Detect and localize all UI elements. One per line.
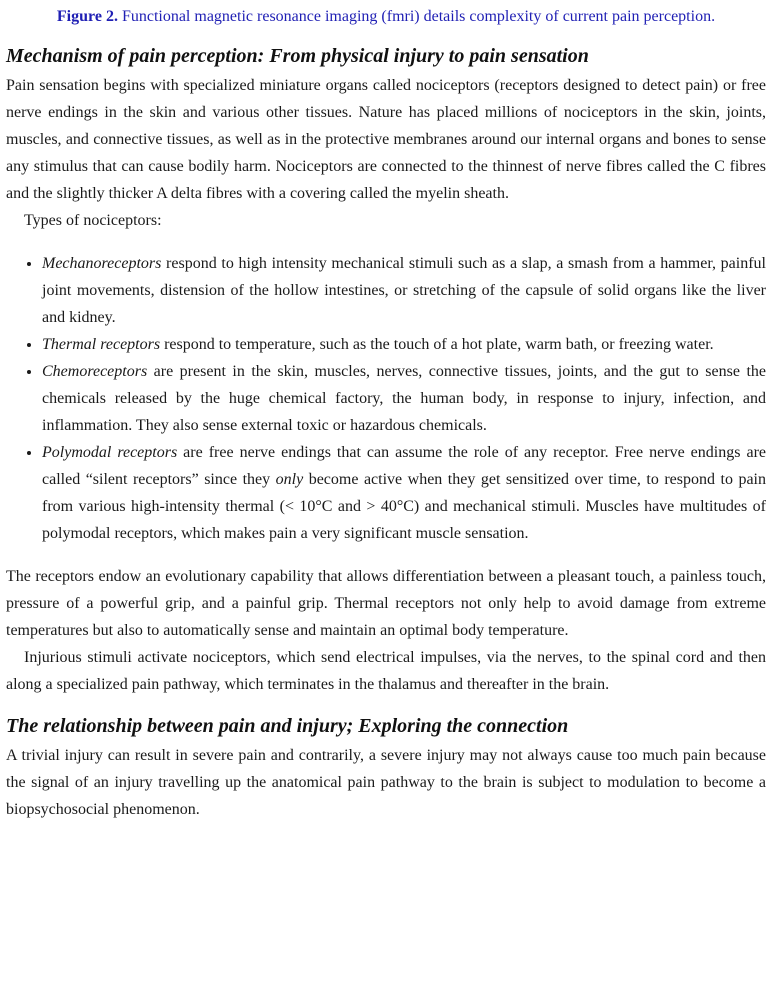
desc-polymodal-receptors-b: become active when they get sensitized over time, to respond to pain from various high-intensity thermal (< 10°C and > 40°C) and mechanical stimuli. Muscles have multitudes of polymodal receptors, which makes pain a very significant muscle sensation.: [42, 471, 766, 542]
types-intro: Types of nociceptors:: [24, 212, 162, 229]
desc-polymodal-receptors-a: are free nerve endings that can assume the role of any receptor. Free nerve endings are called “silent receptors” since they: [42, 444, 766, 488]
term-chemoreceptors: Chemoreceptors: [42, 363, 148, 380]
paragraph-nociceptors: Pain sensation begins with specialized miniature organs called nociceptors (receptors designed to detect pain) or free nerve endings in the skin and various other tissues. Nature has placed millions of nociceptors in the skin, joints, muscles, and connective tissues, as well as in the protective membranes around our internal organs and bones to sense any stimulus that can cause bodily harm. Nociceptors are connected to the thinnest of nerve fibres called the C fibres and the slightly thicker A delta fibres with a covering called the myelin sheath.: [6, 77, 766, 202]
term-thermal-receptors: Thermal receptors: [42, 336, 161, 353]
desc-thermal-receptors: respond to temperature, such as the touch of a hot plate, warm bath, or freezing water.: [160, 336, 714, 353]
section-heading-mechanism: Mechanism of pain perception: From physical injury to pain sensation: [6, 45, 589, 67]
emphasis-only: only: [275, 471, 304, 488]
list-item-chemoreceptors: [42, 358, 766, 439]
figure-caption-text: Functional magnetic resonance imaging (fmri) details complexity of current pain perception.: [121, 8, 716, 25]
desc-mechanoreceptors: respond to high intensity mechanical stimuli such as a slap, a smash from a hammer, painful joint movements, distension of the hollow intestines, or stretching of the capsule of solid organs like the liver and kidney.: [42, 255, 766, 326]
paragraph-receptors-capability: The receptors endow an evolutionary capability that allows differentiation between a pleasant touch, a painless touch, pressure of a powerful grip, and a painful grip. Thermal receptors not only help to avoid damage from extreme temperatures but also to automatically sense and maintain an optimal body temperature.: [6, 568, 766, 639]
nociceptor-types-list: [6, 250, 766, 547]
desc-chemoreceptors: are present in the skin, muscles, nerves, connective tissues, joints, and the gut to sense the chemicals released by the huge chemical factory, the human body, in response to injury, infection, and inflammation. They also sense external toxic or hazardous chemicals.: [42, 363, 766, 434]
paragraph-trivial-injury: A trivial injury can result in severe pain and contrarily, a severe injury may not always cause too much pain because the signal of an injury travelling up the anatomical pain pathway to the brain is subject to modulation to become a biopsychosocial phenomenon.: [6, 747, 766, 818]
term-polymodal-receptors: Polymodal receptors: [42, 444, 178, 461]
paragraph-injurious-stimuli: Injurious stimuli activate nociceptors, which send electrical impulses, via the nerves, to the spinal cord and then along a specialized pain pathway, which terminates in the thalamus and thereafter in the brain.: [6, 649, 766, 693]
figure-caption: [46, 5, 726, 28]
list-item-thermal-receptors: [42, 331, 766, 358]
list-item-polymodal-receptors: [42, 439, 766, 547]
list-item-mechanoreceptors: [42, 250, 766, 331]
figure-label: Figure 2.: [56, 8, 118, 25]
section-heading-relationship: The relationship between pain and injury; Exploring the connection: [6, 715, 569, 737]
term-mechanoreceptors: Mechanoreceptors: [42, 255, 162, 272]
